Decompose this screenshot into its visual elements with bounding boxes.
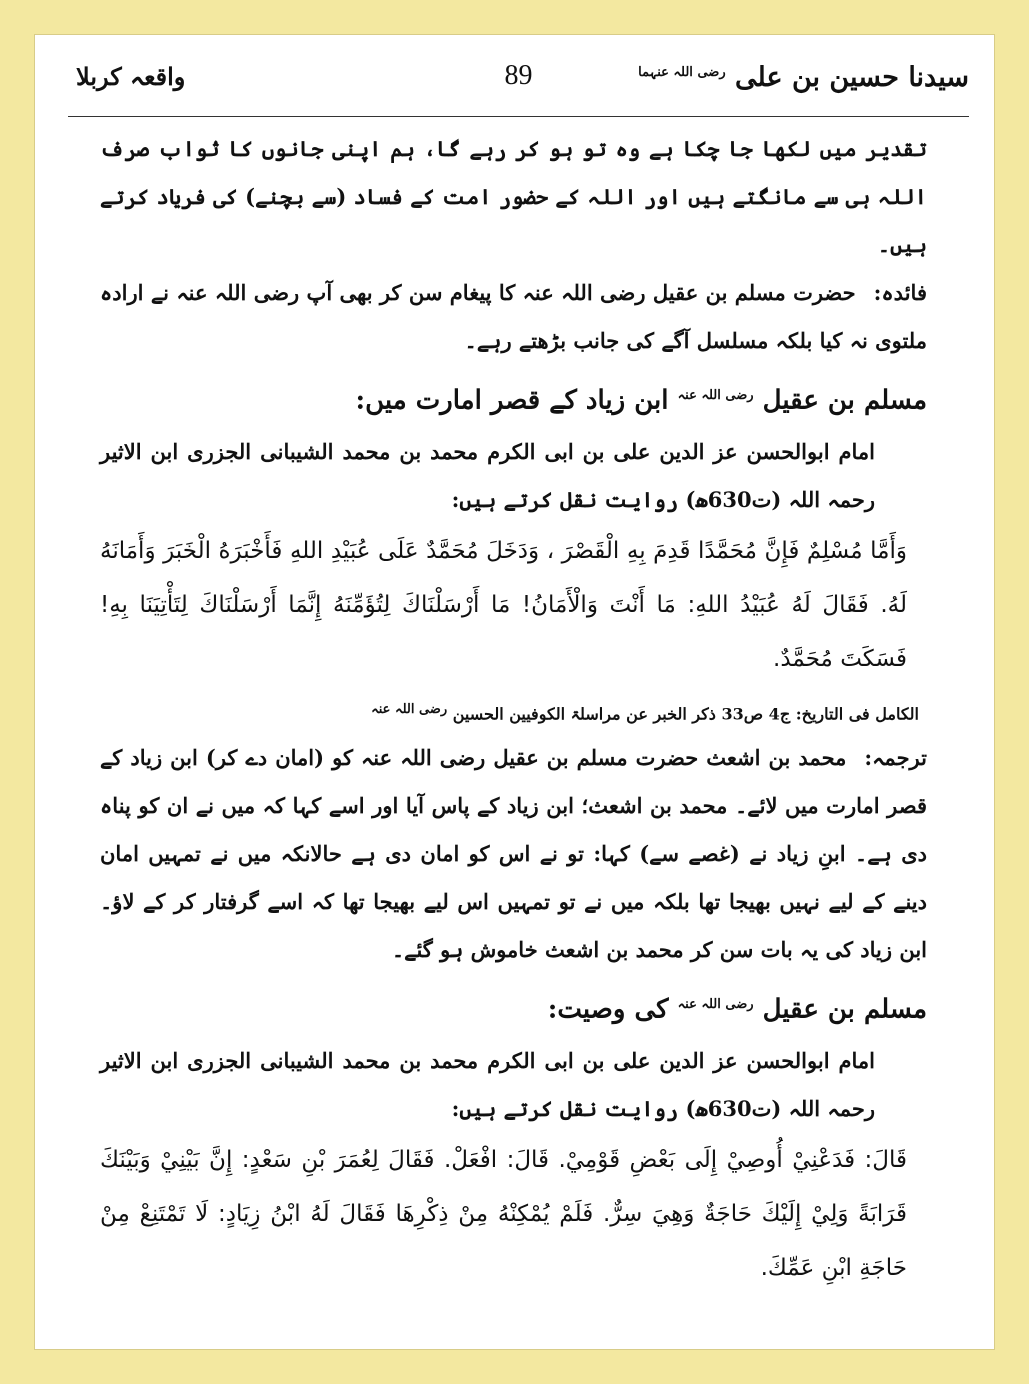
reference-honorific: رضی اللہ عنہ [371, 701, 448, 717]
section-heading-will [100, 978, 927, 1037]
heading-rest-2: کی وصیت: [547, 994, 669, 1025]
heading-name-2: مسلم بن عقیل [762, 994, 927, 1025]
section-heading-palace [100, 369, 927, 428]
translation-label: ترجمہ: [864, 744, 927, 770]
faida-text: حضرت مسلم بن عقیل رضی اللہ عنہ کا پیغام سن کر بھی آپ رضی اللہ عنہ نے ارادہ ملتوی نہ کیا بلکہ مسلسل آگے کی جانب بڑھتے رہے۔ [100, 280, 927, 353]
paragraph-faida [100, 269, 927, 365]
reference-text: الکامل فی التاریخ: ج4 ص33 ذکر الخبر عن مراسلۃ الکوفیین الحسین [452, 703, 919, 723]
translation-text: محمد بن اشعث حضرت مسلم بن عقیل رضی اللہ عنہ کو (امان دے کر) ابن زیاد کے قصر امارت میں لائے۔ محمد بن اشعث؛ ابن زیاد کے پاس آیا اور اسے کہا کہ میں نے ان کو پناہ دی ہے۔ ابنِ زیاد نے (غصے سے) کہا: تو نے اس کو امان دی ہے حالانکہ میں نے تمہیں امان دینے کے لیے نہیں بھیجا تھا بلکہ میں نے تو تمہیں اس لیے بھیجا تھا کہ اسے گرفتار کر کے لاؤ۔ ابن زیاد کی یہ بات سن کر محمد بن اشعث خاموش ہو گئے۔ [100, 744, 927, 962]
page-header [68, 56, 969, 117]
header-honorific: رضی اللہ عنہما [638, 65, 726, 80]
narration-2: امام ابوالحسن عز الدین علی بن ابی الکرم محمد بن محمد الشیبانی الجزری ابن الاثیر رحمہ اللہ (ت630ھ) روایت نقل کرتے ہیں: [100, 1047, 875, 1121]
arabic-text-1: وَأَمَّا مُسْلِمٌ فَإِنَّ مُحَمَّدًا قَدِمَ بِهِ الْقَصْرَ ، وَدَخَلَ مُحَمَّدٌ عَلَى عُبَيْدِ اللهِ فَأَخْبَرَهُ الْخَبَرَ وَأَمَانَهُ لَهُ. فَقَالَ لَهُ عُبَيْدُ اللهِ: مَا أَنْتَ وَالْأَمَانُ! مَا أَرْسَلْنَاكَ لِتُؤَمِّنَهُ إِنَّمَا أَرْسَلْنَاكَ لِتَأْتِيَنَا بِهِ! فَسَكَتَ مُحَمَّدٌ. [100, 537, 907, 672]
header-title-text: سیدنا حسین بن علی [735, 62, 969, 93]
narration-1: امام ابوالحسن عز الدین علی بن ابی الکرم محمد بن محمد الشیبانی الجزری ابن الاثیر رحمہ اللہ (ت630ھ) روایت نقل کرتے ہیں: [100, 438, 875, 512]
page-number: 89 [504, 60, 533, 91]
paragraph-intro: تقدیر میں لکھا جا چکا ہے وہ تو ہو کر رہے گا، ہم اپنی جانوں کا ثواب صرف اللہ ہی سے مانگتے ہیں اور اللہ کے حضور امت کے فساد (سے بچنے) کی فریاد کرتے ہیں۔ [100, 136, 927, 257]
heading-honorific: رضی اللہ عنہ [677, 388, 754, 403]
heading-name: مسلم بن عقیل [762, 385, 927, 416]
page-content [100, 125, 927, 1295]
heading-rest: ابن زیاد کے قصر امارت میں: [355, 385, 669, 416]
reference-citation [100, 690, 927, 734]
arabic-text-2: قَالَ: فَدَعْنِيْ أُوصِيْ إِلَى بَعْضِ قَوْمِيْ. قَالَ: افْعَلْ. فَقَالَ لِعُمَرَ بْنِ سَعْدٍ: إِنَّ بَيْنِيْ وَبَيْنَكَ قَرَابَةً وَلِيْ إِلَيْكَ حَاجَةٌ وَهِيَ سِرٌّ. فَلَمْ يُمْكِنْهُ مِنْ ذِكْرِهَا فَقَالَ لَهُ ابْنُ زِيَادٍ: لَا تَمْتَنِعْ مِنْ حَاجَةِ ابْنِ عَمِّكَ. [100, 1146, 907, 1281]
header-book-title: واقعہ کربلا [76, 62, 186, 91]
header-title [638, 62, 969, 93]
faida-label: فائدہ: [873, 280, 927, 305]
translation [100, 734, 927, 974]
heading-honorific-2: رضی اللہ عنہ [677, 996, 754, 1012]
